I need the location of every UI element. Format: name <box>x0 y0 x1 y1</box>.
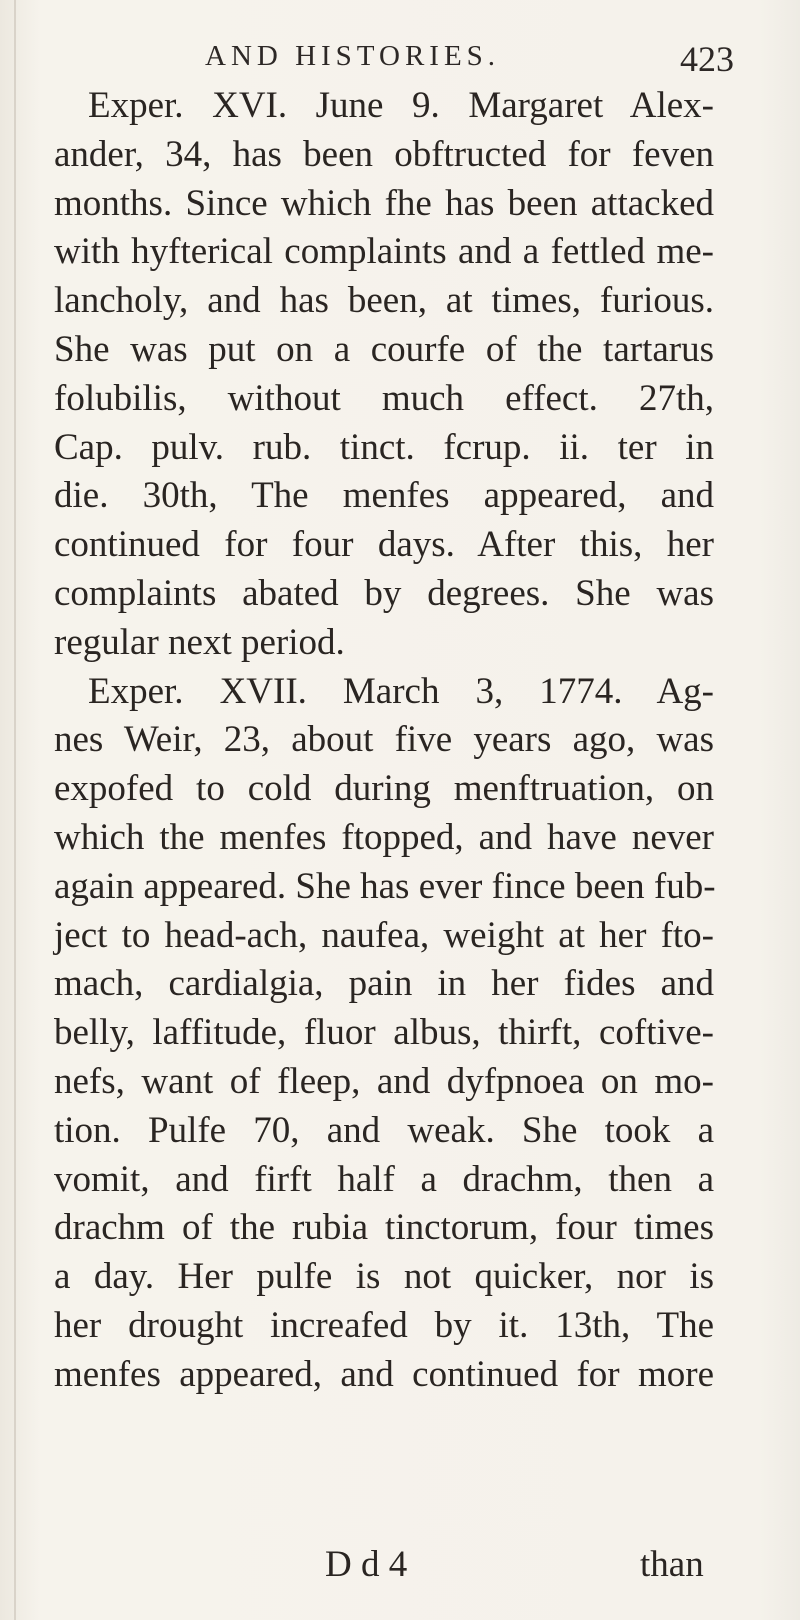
text-line: Exper. XVI. June 9. Margaret Alex- <box>88 85 714 126</box>
text-line: lancholy, and has been, at times, furious. <box>54 280 714 322</box>
text-line: belly, laffitude, fluor albus, thirft, coftive- <box>54 1012 714 1054</box>
text-line: her drought increafed by it. 13th, The <box>54 1304 714 1346</box>
text-line: ject to head-ach, naufea, weight at her fto- <box>54 914 714 956</box>
text-line: vomit, and firft half a drachm, then a <box>54 1158 714 1200</box>
text-line: ander, 34, has been obftructed for feven <box>54 133 714 175</box>
text-line: with hyfterical complaints and a fettled me- <box>54 231 714 273</box>
text-line: which the menfes ftopped, and have never <box>54 816 714 858</box>
page-edge <box>14 0 16 1620</box>
text-line: folubilis, without much effect. 27th, <box>54 377 714 419</box>
page-number: 423 <box>680 39 734 79</box>
text-line: continued for four days. After this, her <box>54 524 714 566</box>
text-line: drachm of the rubia tinctorum, four times <box>54 1207 714 1249</box>
text-line: She was put on a courfe of the tartarus <box>54 328 714 370</box>
text-line: mach, cardialgia, pain in her fides and <box>54 963 714 1005</box>
body-text <box>54 82 714 1400</box>
text-line: nes Weir, 23, about five years ago, was <box>54 719 714 761</box>
text-line: expofed to cold during menftruation, on <box>54 768 714 810</box>
text-line: tion. Pulfe 70, and weak. She took a <box>54 1109 714 1151</box>
text-line: die. 30th, The menfes appeared, and <box>54 475 714 517</box>
text-line: Cap. pulv. rub. tinct. fcrup. ii. ter in <box>54 426 714 468</box>
text-line: again appeared. She has ever fince been fub- <box>54 865 716 907</box>
text-line: menfes appeared, and continued for more <box>54 1353 714 1395</box>
catchword: than <box>640 1544 704 1585</box>
text-line: nefs, want of fleep, and dyfpnoea on mo- <box>54 1060 714 1102</box>
text-line: months. Since which fhe has been attacked <box>54 182 714 224</box>
text-line: a day. Her pulfe is not quicker, nor is <box>54 1256 714 1298</box>
running-title: AND HISTORIES. <box>205 40 501 72</box>
text-line: regular next period. <box>54 621 345 663</box>
text-line: complaints abated by degrees. She was <box>54 572 714 614</box>
signature-mark: D d 4 <box>325 1544 408 1585</box>
text-line: Exper. XVII. March 3, 1774. Ag- <box>88 670 714 712</box>
